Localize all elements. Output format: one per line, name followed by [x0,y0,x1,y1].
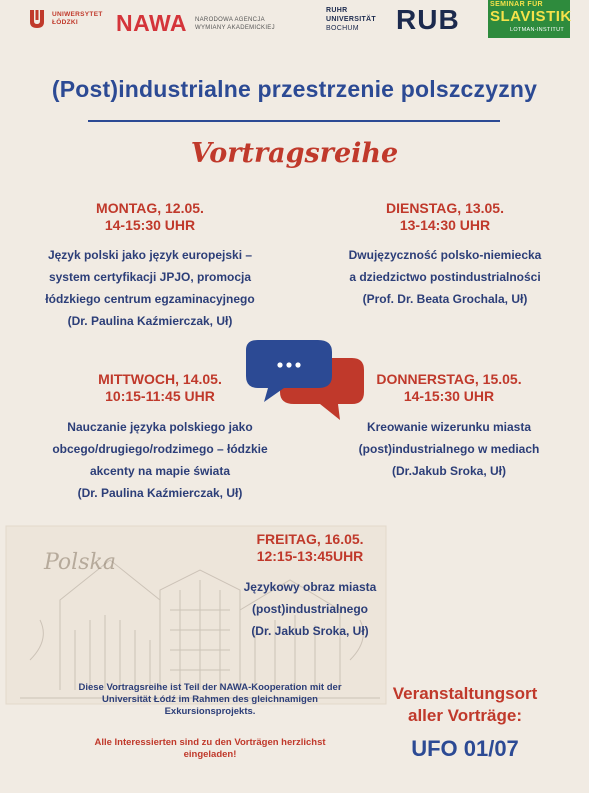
event-speaker: (Prof. Dr. Beata Grochala, Uł) [362,292,528,306]
event-speaker: (Dr. Jakub Sroka, Uł) [251,624,369,638]
event-desc-line: Język polski jako język europejski – [47,248,253,262]
event-time: 14-15:30 UHR [104,217,196,233]
event-desc-line: system certyfikacji JPJO, promocja [48,270,252,284]
venue-line: Veranstaltungsort [392,684,538,703]
event-desc-line: Językowy obraz miasta [243,580,377,594]
event-desc-line: Kreowanie wizerunku miasta [366,420,532,434]
rub-wordmark [326,6,376,33]
event-time: 13-14:30 UHR [399,217,491,233]
venue-line: aller Vorträge: [407,706,522,725]
event-day: DIENSTAG, 13.05. [385,200,504,216]
rub-line1: RUHR [326,7,348,14]
event-day: DONNERSTAG, 15.05. [376,371,522,387]
seminar-line2: SLAVISTIK [490,8,572,25]
event-speaker: (Dr. Paulina Kaźmierczak, Uł) [67,314,233,328]
note-line: Exkursionsprojekts. [164,706,256,717]
university-lodz-line2: ŁÓDZKI [52,19,78,26]
event-thursday [344,371,554,482]
event-desc-line: łódzkiego centrum egzaminacyjnego [45,292,255,306]
university-lodz-line1: UNIWERSYTET [52,11,103,18]
rub-line2: UNIVERSITÄT [326,16,376,23]
event-tuesday [330,200,560,310]
note-line: Diese Vortragsreihe ist Teil der NAWA-Kooperation mit der [78,682,342,693]
event-speaker: (Dr.Jakub Sroka, Uł) [391,464,507,478]
nawa-sub-line2: WYMIANY AKADEMICKIEJ [195,24,275,31]
university-lodz-mark-icon [28,8,46,30]
event-day: FREITAG, 16.05. [256,531,364,547]
event-desc-line: (post)industrialnego w mediach [358,442,540,456]
event-monday [30,200,270,332]
title-divider [88,120,500,122]
cooperation-note [60,682,360,718]
university-lodz-logo [28,8,103,30]
event-day: MONTAG, 12.05. [96,200,204,216]
rub-logo: RUB [396,4,460,35]
nawa-name: NAWA [116,10,187,36]
venue-room: UFO 01/07 [411,736,519,761]
event-friday [180,531,440,642]
seminar-line1: SEMINAR FÜR [490,1,544,8]
event-desc-line: a dziedzictwo postindustrialności [349,270,541,284]
event-desc-line: obcego/drugiego/rodzimego – łódzkie [52,442,268,456]
series-heading: Vortragsreihe [190,138,399,169]
event-time: 12:15-13:45UHR [256,548,364,564]
rub-line3: BOCHUM [326,25,359,32]
sketch-label: Polska [44,550,116,575]
nawa-logo [116,10,275,37]
nawa-sub-line1: NARODOWA AGENCJA [195,16,265,23]
event-time: 14-15:30 UHR [403,388,495,404]
event-desc-line: akcenty na mapie świata [89,464,231,478]
seminar-line3: LOTMAN-INSTITUT [510,27,564,33]
note-line: Universität Łódź im Rahmen des gleichnamigen [102,694,318,705]
invite-line: Alle Interessierten sind zu den Vorträgen herzlichst [94,737,326,748]
invitation-note [60,737,360,761]
invite-line: eingeladen! [183,749,237,760]
poster-title: (Post)industrialne przestrzenie polszczyzny [51,76,538,102]
event-wednesday [40,371,280,504]
event-day: MITTWOCH, 14.05. [98,371,222,387]
event-desc-line: Dwujęzyczność polsko-niemiecka [348,248,542,262]
event-desc-line: (post)industrialnego [252,602,368,616]
event-speaker: (Dr. Paulina Kaźmierczak, Uł) [77,486,243,500]
venue-label [375,683,555,727]
event-time: 10:15-11:45 UHR [105,388,215,404]
seminar-slavistik-logo [488,0,570,38]
event-desc-line: Nauczanie języka polskiego jako [67,420,253,434]
